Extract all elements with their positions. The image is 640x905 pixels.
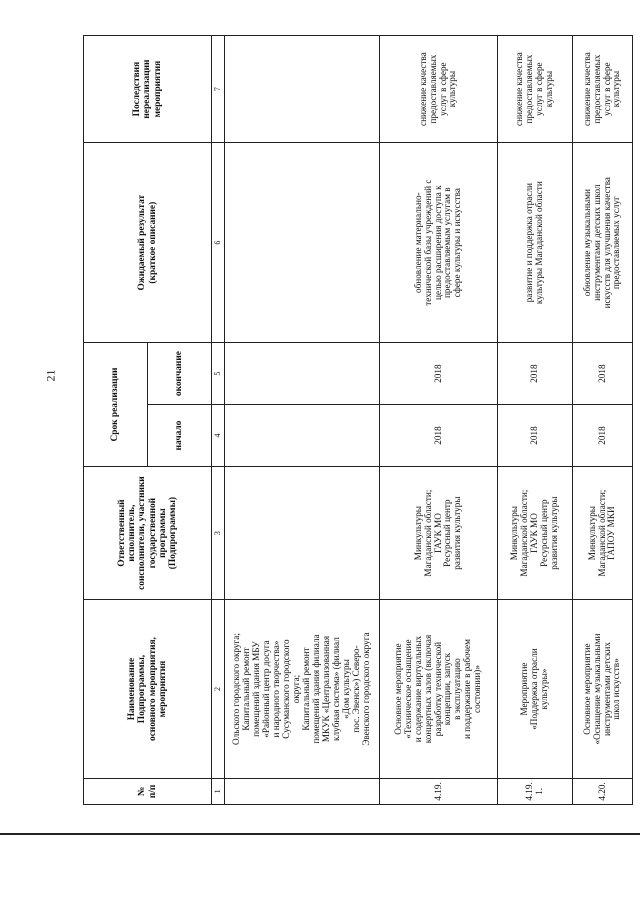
row-start: 2018 [380,405,498,467]
row-end: 2018 [573,343,633,405]
row-start: 2018 [573,405,633,467]
row-end [225,343,380,405]
table-row [225,36,380,805]
header-start: начало [148,405,212,467]
column-numbers-row [212,36,225,805]
row-end: 2018 [380,343,498,405]
page-number: 21 [43,369,58,382]
row-responsible: Минкультуры Магаданской области; ГАПОУ МКИ [573,466,633,599]
activities-table [83,35,633,805]
column-number: 2 [212,600,225,779]
header-end: окончание [148,343,212,405]
row-name: Основное мероприятие «Оснащение музыкальными инструментами детских школ искусств» [573,600,633,779]
row-consequences: снижение качества предоставляемых услуг в сфере культуры [380,36,498,143]
table-row [498,36,573,805]
column-number: 5 [212,343,225,405]
row-num: 4.20. [573,778,633,804]
header-row-1 [84,36,148,805]
row-responsible [225,466,380,599]
row-num [225,778,380,804]
column-number: 4 [212,405,225,467]
row-responsible: Минкультуры Магаданской области; ГАУК МО Ресурсный центр развития культуры [380,466,498,599]
header-result: Ожидаемый результат (краткое описание) [84,143,212,343]
rotated-table-container [83,35,633,805]
table-row [380,36,498,805]
row-result [225,143,380,343]
row-num: 4.19. [380,778,498,804]
row-result: обновление материально- технической базы учреждений с целью расширения доступа к предоставляемым услугам в сфере культуры и искусства [380,143,498,343]
row-consequences [225,36,380,143]
column-number: 3 [212,466,225,599]
row-name: Основное мероприятие «Техническое оснащение и содержание виртуальных концертных залов (включая разработку технической концепции, запуск в эксплуатацию и поддержание в рабочем состоянии)» [380,600,498,779]
header-num: № п/п [84,778,212,804]
header-period: Срок реализации [84,343,148,467]
row-result: обновление музыкальными инструментами детских школ искусств для улучшения качества предоставляемых услуг [573,143,633,343]
column-number: 6 [212,143,225,343]
row-name: Ольского городского округа; Капитальный ремонт помещений здания МБУ «Районный центр досуга и народного творчества» Сусуманского городского округа; Капитальный ремонт помещений здания филиала МКУК «Централизованная клубная система» (филиал «Дом культуры пос. Эвенск») Северо- Эвенского городского округа [225,600,380,779]
row-name: Мероприятие «Поддержка отрасли культуры» [498,600,573,779]
row-end: 2018 [498,343,573,405]
row-start [225,405,380,467]
row-consequences: снижение качества предоставляемых услуг в сфере культуры [573,36,633,143]
header-consequences: Последствия нереализации мероприятия [84,36,212,143]
row-start: 2018 [498,405,573,467]
row-result: развитие и поддержка отрасли культуры Магаданской области [498,143,573,343]
table-row [573,36,633,805]
row-num: 4.19. 1. [498,778,573,804]
column-number: 7 [212,36,225,143]
header-responsible: Ответственный исполнитель, соисполнители, участники государственной программы (Подпрограммы) [84,466,212,599]
row-consequences: снижение качества предоставляемых услуг в сфере культуры [498,36,573,143]
row-responsible: Минкультуры Магаданской области; ГАУК МО Ресурсный центр развития культуры [498,466,573,599]
horizontal-rule [0,833,640,835]
header-name: Наименование Подпрограммы, основного мероприятия, мероприятия [84,600,212,779]
column-number: 1 [212,778,225,804]
